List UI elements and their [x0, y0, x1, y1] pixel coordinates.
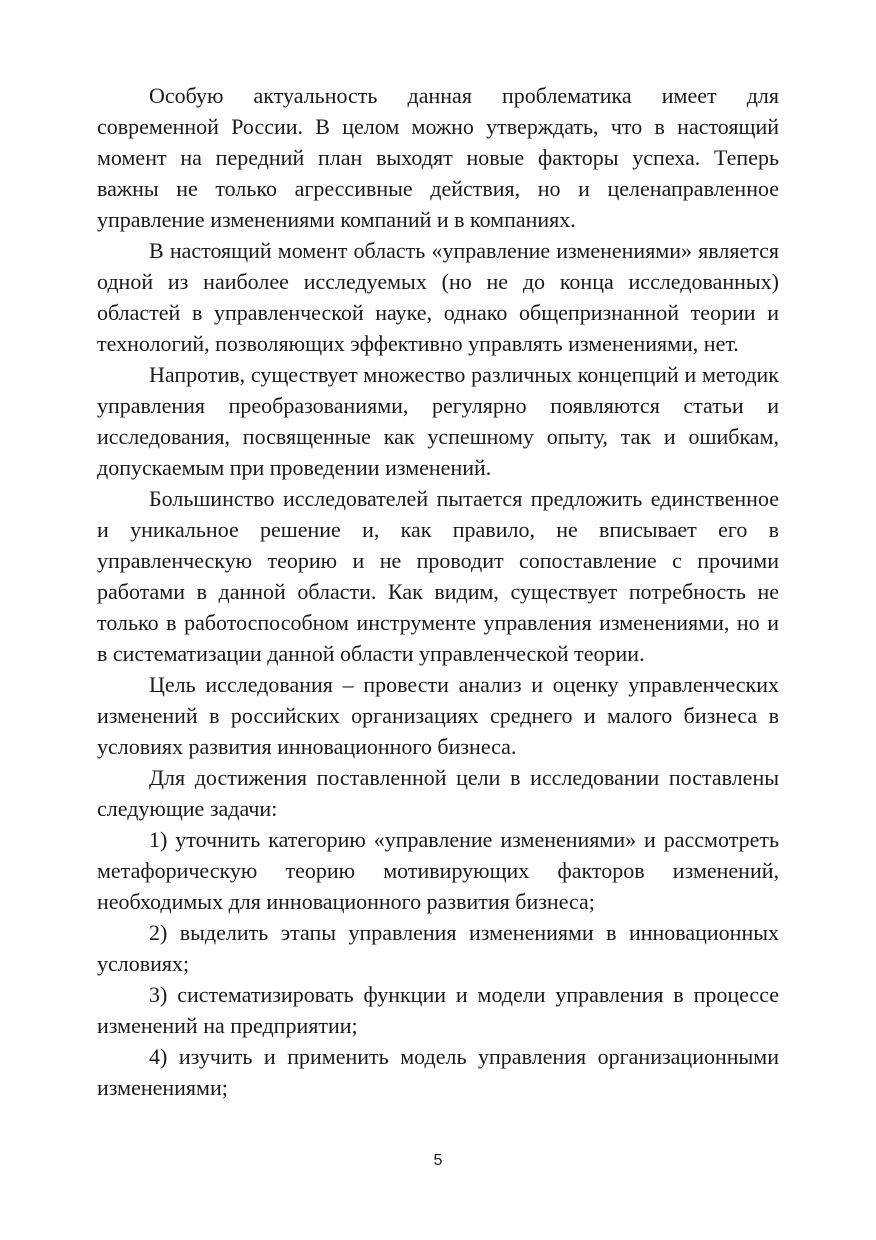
list-item-task-4: 4) изучить и применить модель управления организационными изменениями;	[97, 1044, 779, 1100]
paragraph-relevance: Особую актуальность данная проблематика имеет для современной России. В целом можно утверждать, что в настоящий момент на передний план выходят новые факторы успеха. Теперь важны не только агрессивные действия, но и целенаправленное управление изменениями компаний и в компаниях.	[97, 83, 779, 232]
list-item-task-3: 3) систематизировать функции и модели управления в процессе изменений на предприятии;	[97, 982, 779, 1038]
paragraph-change-management-field: В настоящий момент область «управление изменениями» является одной из наиболее исследуемых (но не до конца исследованных) областей в управленческой науке, однако общепризнанной теории и технологий, позволяющих эффективно управлять изменениями, нет.	[97, 238, 779, 356]
paragraph-concepts: Напротив, существует множество различных концепций и методик управления преобразованиями, регулярно появляются статьи и исследования, посвященные как успешному опыту, так и ошибкам, допускаемым при проведении изменений.	[97, 362, 779, 480]
page-number: 5	[433, 1152, 443, 1169]
paragraph-researchers: Большинство исследователей пытается предложить единственное и уникальное решение и, как правило, не вписывает его в управленческую теорию и не проводит сопоставление с прочими работами в данной области. Как видим, существует потребность не только в работоспособном инструменте управления изменениями, но и в систематизации данной области управленческой теории.	[97, 486, 779, 666]
paragraph-research-goal: Цель исследования – провести анализ и оценку управленческих изменений в российских организациях среднего и малого бизнеса в условиях развития инновационного бизнеса.	[97, 672, 779, 759]
body-text	[97, 80, 779, 1103]
list-item-task-1: 1) уточнить категорию «управление изменениями» и рассмотреть метафорическую теорию мотивирующих факторов изменений, необходимых для инновационного развития бизнеса;	[97, 827, 779, 914]
paragraph-tasks-intro: Для достижения поставленной цели в исследовании поставлены следующие задачи:	[97, 765, 779, 821]
list-item-task-2: 2) выделить этапы управления изменениями в инновационных условиях;	[97, 920, 779, 976]
